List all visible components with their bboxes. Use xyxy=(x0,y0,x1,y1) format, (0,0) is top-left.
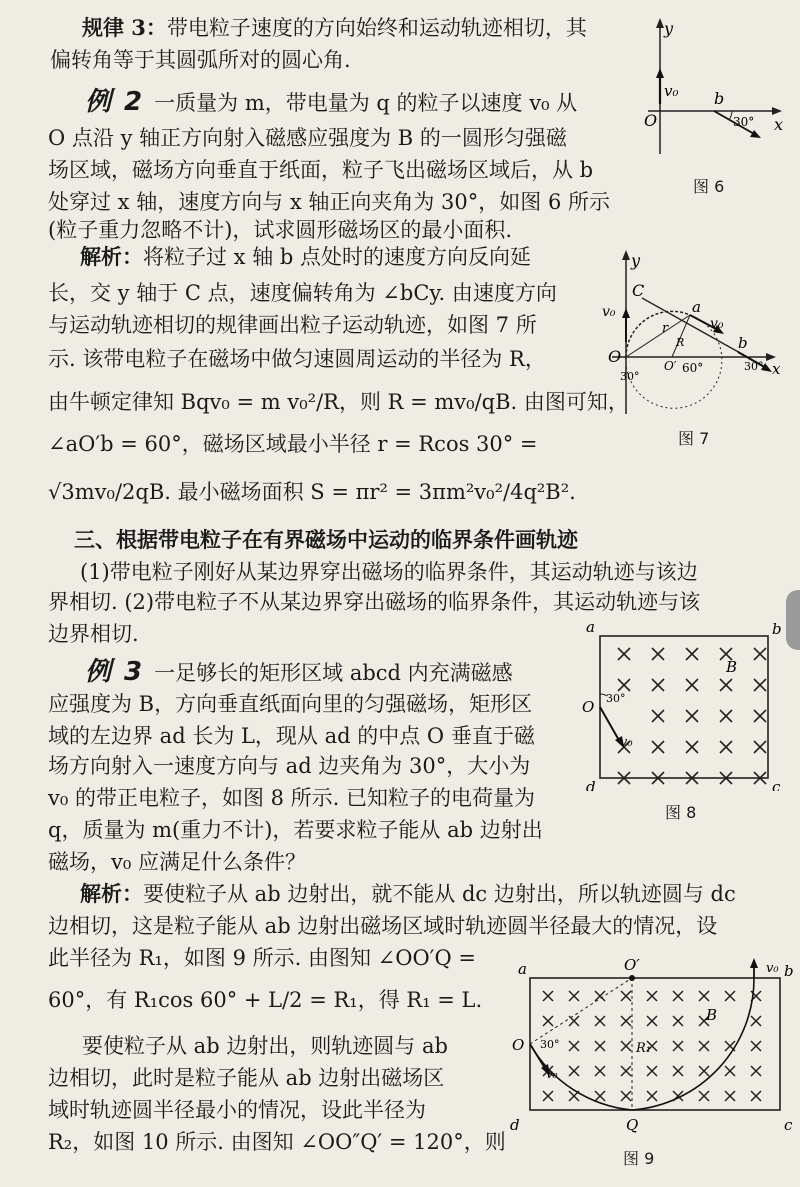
solution2-line4: 示. 该带电粒子在磁场中做匀速圆周运动的半径为 R， xyxy=(48,347,546,371)
example3-line1: 例 3 一足够长的矩形区域 abcd 内充满磁感 xyxy=(85,657,513,687)
fig9-B: B xyxy=(706,1006,718,1024)
solution3-line2: 边相切，这是粒子能从 ab 边射出磁场区域时轨迹圆半径最大的情况，设 xyxy=(48,914,718,938)
fig8-B: B xyxy=(726,658,738,676)
fig8-o: O xyxy=(582,698,595,716)
example3-line2: 应强度为 B，方向垂直纸面向里的匀强磁场，矩形区 xyxy=(48,692,533,716)
fig9-angle: 30° xyxy=(540,1038,560,1051)
fig8-caption: 图 8 xyxy=(665,803,697,822)
fig6-angle: 30° xyxy=(733,115,755,129)
solution2-line3: 与运动轨迹相切的规律画出粒子运动轨迹，如图 7 所 xyxy=(48,313,537,337)
section3-line1: (1)带电粒子刚好从某边界穿出磁场的临界条件，其运动轨迹与该边 xyxy=(80,560,698,584)
fig8-b: b xyxy=(772,620,782,638)
fig9-d: d xyxy=(510,1116,520,1134)
example3-line6: q，质量为 m(重力不计)，若要求粒子能从 ab 边射出 xyxy=(48,818,543,842)
fig6-o: O xyxy=(644,111,658,130)
fig8-field-crosses xyxy=(618,648,766,784)
fig7-o1: O′ xyxy=(664,359,677,373)
solution2-line5: 由牛顿定律知 Bqv₀ = m v₀²/R，则 R = mv₀/qB. 由图可知， xyxy=(48,390,629,414)
fig9-o: O xyxy=(512,1036,525,1054)
fig7-v0b: v₀ xyxy=(710,316,724,332)
fig6-b: b xyxy=(714,89,725,108)
section3-line2: 界相切. (2)带电粒子不从某边界穿出磁场的临界条件，其运动轨迹与该 xyxy=(48,590,701,614)
rule3-label: 规律 3： xyxy=(82,15,167,40)
solution3-line7: 域时轨迹圆半径最小的情况，设此半径为 xyxy=(48,1098,426,1122)
fig6-y: y xyxy=(664,19,674,38)
example2-line1: 例 2 一质量为 m，带电量为 q 的粒子以速度 v₀ 从 xyxy=(85,87,578,117)
section3-line3: 边界相切. xyxy=(48,622,139,646)
fig9-field-crosses xyxy=(543,991,761,1101)
page-edge-tab xyxy=(786,590,800,650)
fig9-v0top: v₀ xyxy=(766,961,779,976)
figure-6 xyxy=(628,14,788,174)
fig7-rr: R xyxy=(676,336,685,349)
rule3-line2: 偏转角等于其圆弧所对的圆心角. xyxy=(50,48,351,72)
fig9-a: a xyxy=(518,960,527,978)
fig7-y: y xyxy=(631,251,641,270)
solution2-line7: √3mv₀/2qB. 最小磁场面积 S = πr² = 3πm²v₀²/4q²B². xyxy=(48,480,576,504)
fig9-v0: v₀ xyxy=(546,1067,558,1081)
fig9-c: c xyxy=(784,1116,793,1134)
example2-line5: (粒子重力忽略不计)，试求圆形磁场区的最小面积. xyxy=(48,218,513,242)
fig7-r: r xyxy=(662,321,669,336)
rule3-line1: 规律 3：带电粒子速度的方向始终和运动轨迹相切，其 xyxy=(82,15,587,40)
fig8-a: a xyxy=(586,618,595,636)
fig8-angle: 30° xyxy=(606,692,626,705)
fig9-caption: 图 9 xyxy=(623,1149,655,1168)
example3-label: 例 3 xyxy=(85,657,145,687)
fig7-c: C xyxy=(632,281,645,300)
fig8-d: d xyxy=(586,778,596,791)
fig6-x: x xyxy=(774,115,784,134)
fig7-a30b: 30° xyxy=(620,370,640,383)
fig7-b: b xyxy=(738,334,748,352)
solution2-line2: 长，交 y 轴于 C 点，速度偏转角为 ∠bCy. 由速度方向 xyxy=(48,281,557,305)
example2-label: 例 2 xyxy=(85,87,145,117)
figure-7 xyxy=(598,244,788,420)
example2-line2: O 点沿 y 轴正方向射入磁感应强度为 B 的一圆形匀强磁 xyxy=(48,126,567,150)
solution2-label: 解析： xyxy=(80,244,143,269)
fig7-caption: 图 7 xyxy=(678,429,710,448)
solution2-line1: 解析：将粒子过 x 轴 b 点处时的速度方向反向延 xyxy=(80,244,531,269)
fig6-caption: 图 6 xyxy=(693,177,725,196)
solution3-line1: 解析：要使粒子从 ab 边射出，就不能从 dc 边射出，所以轨迹圆与 dc xyxy=(80,881,736,906)
solution3-line8: R₂，如图 10 所示. 由图知 ∠OO″Q′ = 120°，则 xyxy=(48,1130,506,1154)
solution3-line5: 要使粒子从 ab 边射出，则轨迹圆与 ab xyxy=(82,1034,448,1058)
fig7-a60: 60° xyxy=(682,361,704,375)
example3-line7: 磁场，v₀ 应满足什么条件？ xyxy=(48,850,306,874)
solution3-line4: 60°，有 R₁cos 60° + L/2 = R₁，得 R₁ = L. xyxy=(48,988,483,1012)
solution3-label: 解析： xyxy=(80,881,143,906)
fig8-c: c xyxy=(772,778,781,791)
figure-8 xyxy=(580,616,790,791)
fig9-q: Q xyxy=(626,1116,639,1134)
example3-line3: 域的左边界 ad 长为 L，现从 ad 的中点 O 垂直于磁 xyxy=(48,724,535,748)
section3-title: 三、根据带电粒子在有界磁场中运动的临界条件画轨迹 xyxy=(74,528,578,552)
fig7-o: O xyxy=(608,347,622,366)
fig7-x: x xyxy=(772,360,781,378)
fig9-R1: R₁ xyxy=(636,1041,651,1056)
example2-line3: 场区域，磁场方向垂直于纸面，粒子飞出磁场区域后，从 b xyxy=(48,158,594,182)
solution3-line6: 边相切，此时是粒子能从 ab 边射出磁场区 xyxy=(48,1066,445,1090)
fig9-b: b xyxy=(784,962,794,980)
fig7-a30a: 30° xyxy=(744,360,764,373)
fig9-o1: O′ xyxy=(624,958,640,974)
fig8-v0: v₀ xyxy=(620,735,633,750)
solution3-line3: 此半径为 R₁，如图 9 所示. 由图知 ∠OO′Q = xyxy=(48,946,476,970)
example3-line4: 场方向射入一速度方向与 ad 边夹角为 30°，大小为 xyxy=(48,754,531,778)
fig7-a: a xyxy=(692,298,701,316)
example2-line4: 处穿过 x 轴，速度方向与 x 轴正向夹角为 30°，如图 6 所示 xyxy=(48,190,610,214)
fig6-v0: v₀ xyxy=(664,82,679,100)
example3-line5: v₀ 的带正电粒子，如图 8 所示. 已知粒子的电荷量为 xyxy=(48,786,536,810)
figure-9 xyxy=(504,958,794,1136)
solution2-line6: ∠aO′b = 60°，磁场区域最小半径 r = Rcos 30° = xyxy=(48,432,538,456)
fig7-v0a: v₀ xyxy=(602,304,616,320)
